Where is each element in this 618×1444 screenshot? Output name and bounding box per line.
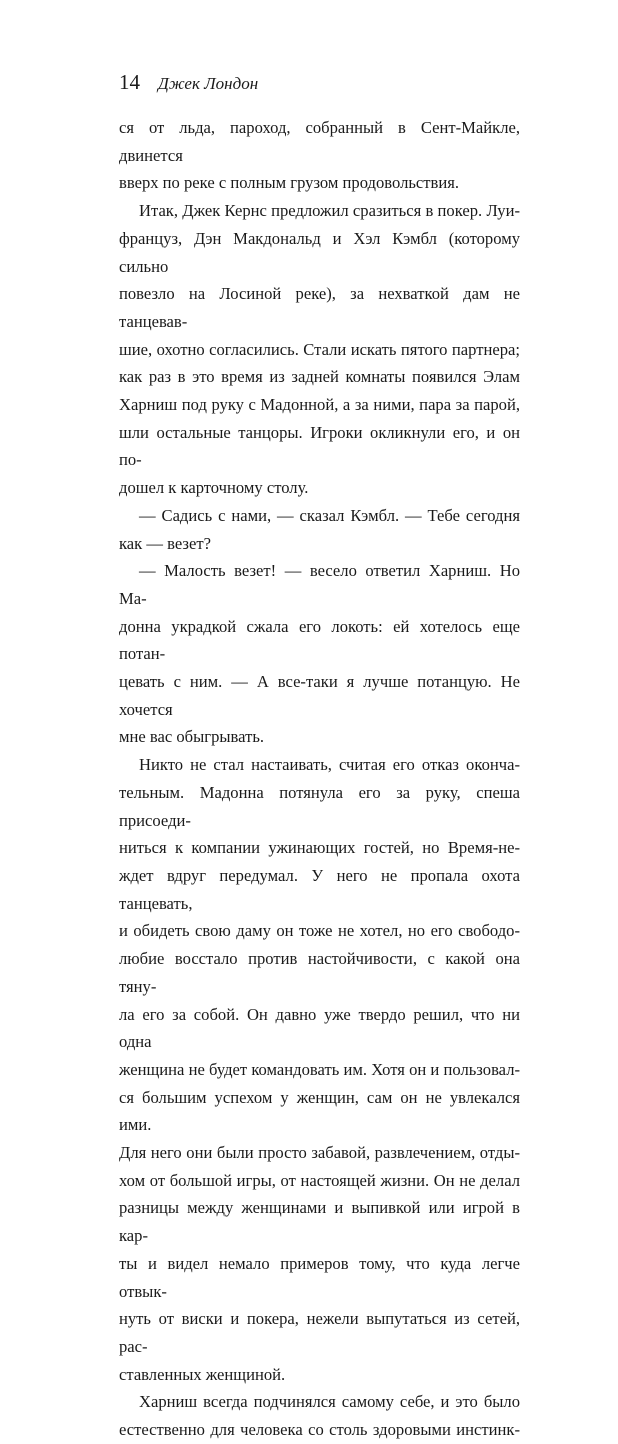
body-text xyxy=(119,114,520,1444)
text-line: донна украдкой сжала его локоть: ей хотелось еще потан- xyxy=(119,616,520,664)
text-line: — Садись с нами, — сказал Кэмбл. — Тебе сегодня xyxy=(139,505,520,525)
text-line: хом от большой игры, от настоящей жизни. Он не делал xyxy=(119,1170,520,1190)
text-line: Для него они были просто забавой, развлечением, отды- xyxy=(119,1143,520,1163)
text-line: ниться к компании ужинающих гостей, но Время-не- xyxy=(119,838,520,858)
running-head-author: Джек Лондон xyxy=(158,74,259,93)
text-line: естественно для человека со столь здоровыми инстинк- xyxy=(119,1420,520,1440)
text-line: разницы между женщинами и выпивкой или игрой в кар- xyxy=(119,1198,520,1246)
text-line: нуть от виски и покера, нежели выпутаться из сетей, рас- xyxy=(119,1309,520,1356)
page-number: 14 xyxy=(119,70,140,94)
text-line: ся от льда, пароход, собранный в Сент-Майкле, двинется xyxy=(119,118,520,165)
text-line: Никто не стал настаивать, считая его отказ оконча- xyxy=(139,755,520,775)
text-line: и обидеть свою даму он тоже не хотел, но его свободо- xyxy=(119,921,520,941)
text-line: вверх по реке с полным грузом продовольствия. xyxy=(119,173,460,193)
text-line: ставленных женщиной. xyxy=(119,1364,286,1384)
text-line: как раз в это время из задней комнаты появился Элам xyxy=(119,367,520,387)
text-line: ты и видел немало примеров тому, что куда легче отвык- xyxy=(119,1253,520,1301)
text-line: цевать с ним. — А все-таки я лучше потанцую. Не хочется xyxy=(119,672,520,719)
running-head xyxy=(119,70,258,98)
text-line: ла его за собой. Он давно уже твердо решил, что ни одна xyxy=(119,1004,520,1052)
text-line: любие восстало против настойчивости, с какой она тяну- xyxy=(119,949,520,996)
text-line: ся большим успехом у женщин, сам он не увлекался ими. xyxy=(119,1087,520,1135)
text-line: Итак, Джек Кернс предложил сразиться в покер. Луи- xyxy=(139,201,520,221)
text-line: француз, Дэн Макдональд и Хэл Кэмбл (которому сильно xyxy=(119,228,520,276)
text-line: шли остальные танцоры. Игроки окликнули его, и он по- xyxy=(119,422,520,470)
text-line: как — везет? xyxy=(119,533,211,553)
text-line: Харниш всегда подчинялся самому себе, и это было xyxy=(139,1392,520,1412)
text-line: повезло на Лосиной реке), за нехваткой дам не танцевав- xyxy=(119,284,520,331)
text-line: ждет вдруг передумал. У него не пропала охота танцевать, xyxy=(119,865,520,913)
text-line: Харниш под руку с Мадонной, а за ними, пара за парой, xyxy=(119,395,520,415)
text-line: мне вас обыгрывать. xyxy=(119,727,265,747)
text-line: — Малость везет! — весело ответил Харниш. Но Ма- xyxy=(119,561,520,608)
text-line: шие, охотно согласились. Стали искать пятого партнера; xyxy=(119,339,520,359)
text-line: женщина не будет командовать им. Хотя он и пользовал- xyxy=(119,1059,520,1079)
text-line: дошел к карточному столу. xyxy=(119,478,309,498)
text-line: тельным. Мадонна потянула его за руку, спеша присоеди- xyxy=(119,782,520,830)
